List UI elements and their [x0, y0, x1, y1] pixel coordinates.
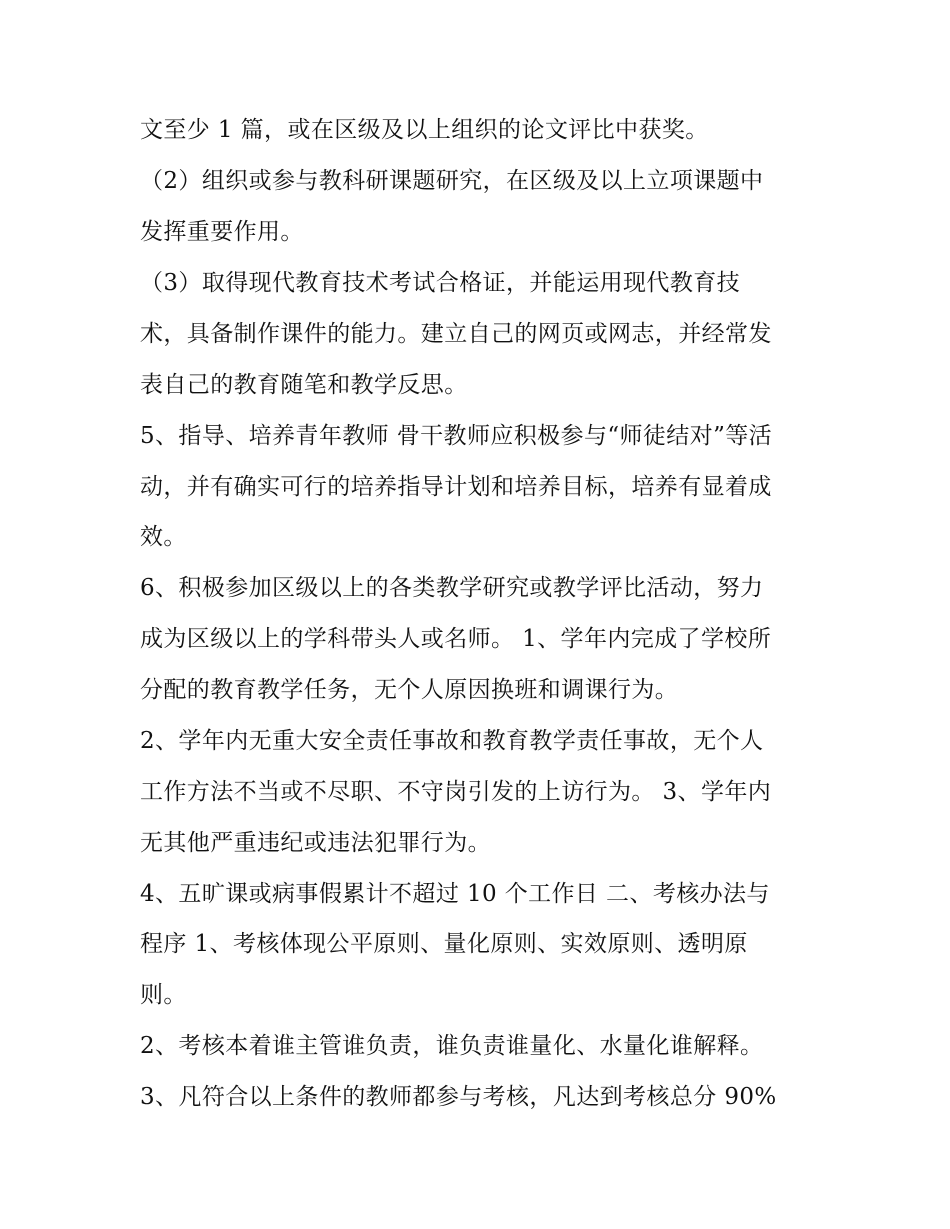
text-line: 文至少 1 篇，或在区级及以上组织的论文评比中获奖。 — [140, 117, 709, 143]
text-line: 2、学年内无重大安全责任事故和教育教学责任事故，无个人 — [140, 728, 764, 754]
text-line: 无其他严重违纪或违法犯罪行为。 — [140, 830, 491, 856]
text-line: 4、五旷课或病事假累计不超过 10 个工作日 二、考核办法与 — [140, 881, 770, 907]
text-line: 程序 1、考核体现公平原则、量化原则、实效原则、透明原 — [140, 931, 748, 957]
text-line: 术，具备制作课件的能力。建立自己的网页或网志，并经常发 — [140, 321, 772, 347]
text-line: 5、指导、培养青年教师 骨干教师应积极参与“师徒结对”等活 — [140, 423, 773, 449]
text-line: 6、积极参加区级以上的各类教学研究或教学评比活动，努力 — [140, 575, 764, 601]
text-line: 动，并有确实可行的培养指导计划和培养目标，培养有显着成 — [140, 474, 772, 500]
text-line: 效。 — [140, 524, 187, 550]
text-line: 则。 — [140, 982, 187, 1008]
text-line: （3）取得现代教育技术考试合格证，并能运用现代教育技 — [140, 270, 741, 296]
text-line: 分配的教育教学任务，无个人原因换班和调课行为。 — [140, 677, 679, 703]
text-line: 2、考核本着谁主管谁负责，谁负责谁量化、水量化谁解释。 — [140, 1033, 764, 1059]
text-line: 成为区级以上的学科带头人或名师。 1、学年内完成了学校所 — [140, 626, 772, 652]
text-line: 3、凡符合以上条件的教师都参与考核，凡达到考核总分 90% — [140, 1084, 777, 1110]
text-line: 工作方法不当或不尽职、不守岗引发的上访行为。 3、学年内 — [140, 779, 772, 805]
text-line: 表自己的教育随笔和教学反思。 — [140, 372, 468, 398]
text-line: （2）组织或参与教科研课题研究，在区级及以上立项课题中 — [140, 168, 764, 194]
text-line: 发挥重要作用。 — [140, 219, 304, 245]
